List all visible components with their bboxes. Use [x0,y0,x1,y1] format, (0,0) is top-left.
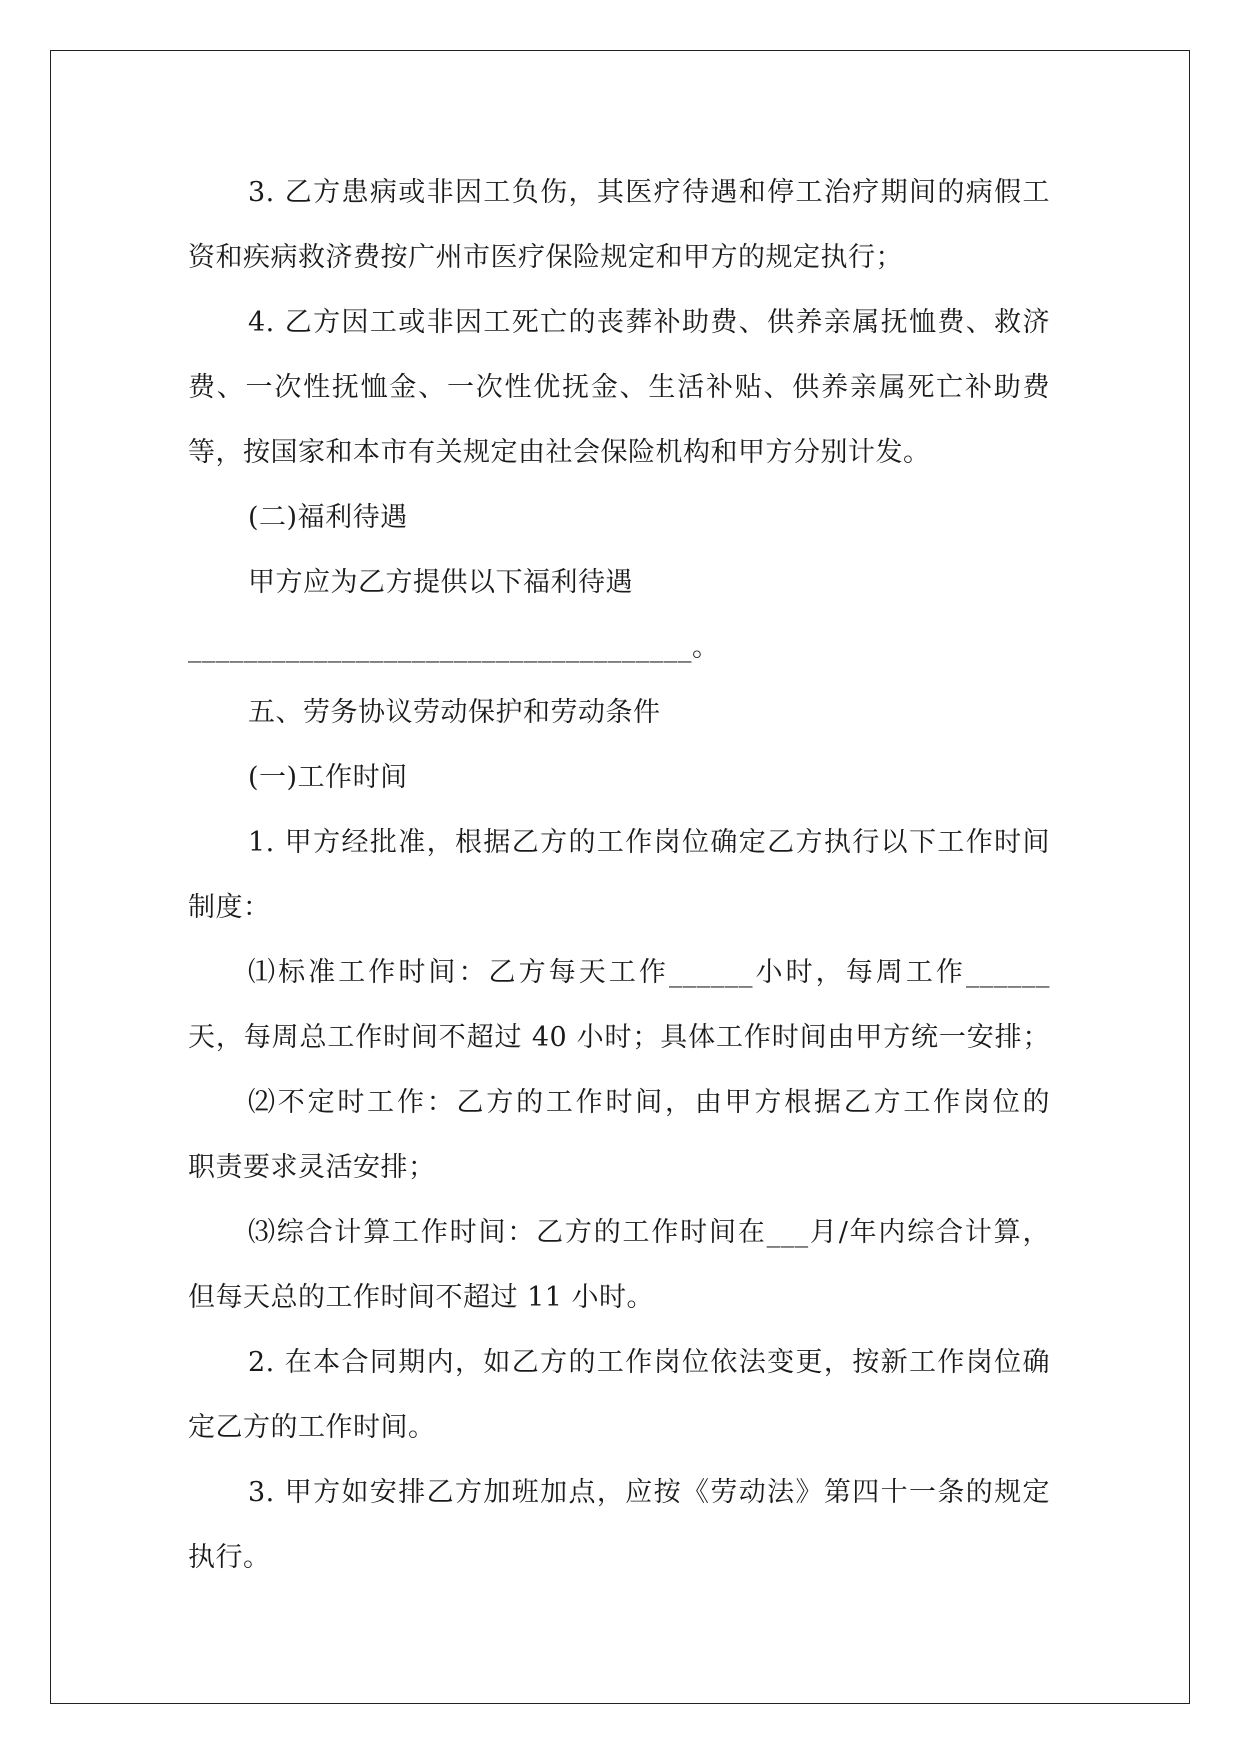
text-line: 等，按国家和本市有关规定由社会保险机构和甲方分别计发。 [188,437,931,468]
text-line: 甲方应为乙方提供以下福利待遇 [248,567,633,598]
text-line: 资和疾病救济费按广州市医疗保险规定和甲方的规定执行； [188,242,903,273]
text-line: 费、一次性抚恤金、一次性优抚金、生活补贴、供养亲属死亡补助费 [188,372,1050,403]
text-line: 2. 在本合同期内，如乙方的工作岗位依法变更，按新工作岗位确 [248,1347,1050,1378]
text-line: 制度： [188,892,271,923]
text-line: 1. 甲方经批准，根据乙方的工作岗位确定乙方执行以下工作时间 [248,827,1050,858]
text-line: 天，每周总工作时间不超过 40 小时；具体工作时间由甲方统一安排； [188,1022,1050,1053]
text-line: 职责要求灵活安排； [188,1152,436,1183]
text-line: 3. 乙方患病或非因工负伤，其医疗待遇和停工治疗期间的病假工 [248,177,1050,208]
chapter-heading: 五、劳务协议劳动保护和劳动条件 [248,697,661,728]
section-heading: (一)工作时间 [248,762,408,793]
text-line: 执行。 [188,1542,271,1573]
text-line: 但每天总的工作时间不超过 11 小时。 [188,1282,655,1313]
section-heading: (二)福利待遇 [248,502,408,533]
text-line: ⑵不定时工作：乙方的工作时间，由甲方根据乙方工作岗位的 [248,1087,1050,1118]
text-line: 3. 甲方如安排乙方加班加点，应按《劳动法》第四十一条的规定 [248,1477,1050,1508]
text-line: 4. 乙方因工或非因工死亡的丧葬补助费、供养亲属抚恤费、救济 [248,307,1050,338]
text-line: ⑶综合计算工作时间：乙方的工作时间在___月/年内综合计算， [248,1217,1050,1248]
blank-fill-line: ____________________________________。 [188,632,720,663]
document-body [188,160,1050,1590]
text-line: ⑴标准工作时间：乙方每天工作______小时，每周工作______ [248,957,1050,988]
text-line: 定乙方的工作时间。 [188,1412,436,1443]
